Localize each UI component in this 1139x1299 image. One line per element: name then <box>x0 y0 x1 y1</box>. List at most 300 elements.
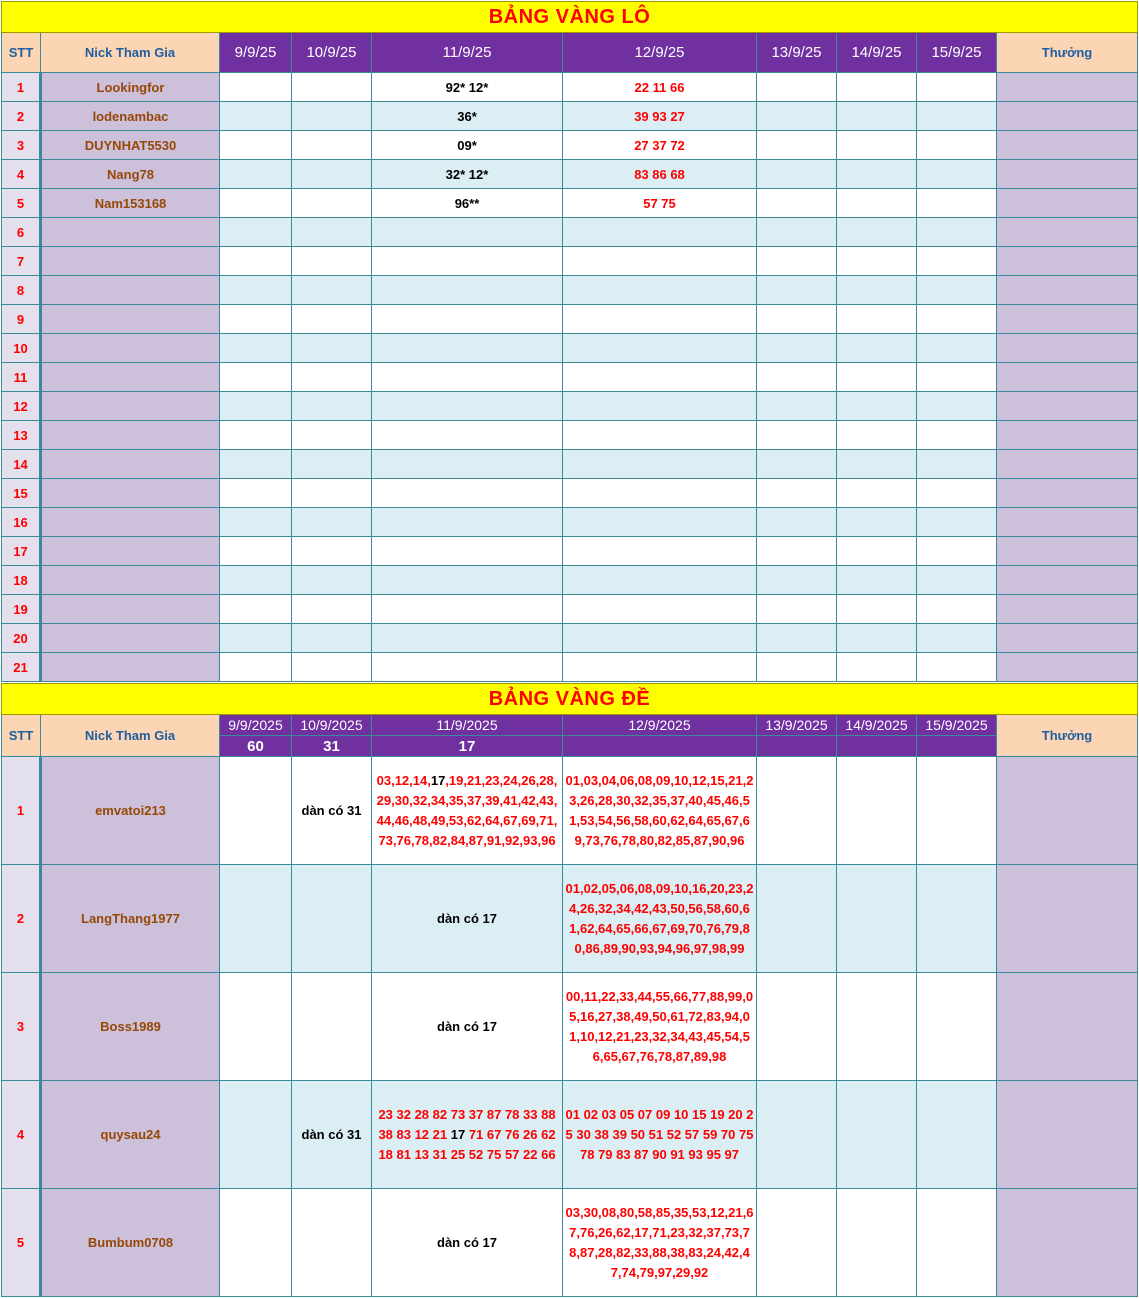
de-cell-d12: 00,11,22,33,44,55,66,77,88,99,05,16,27,38,49,50,61,72,83,94,01,10,12,21,23,32,34,43,45,54,56,65,67,76,78,87,89,98 <box>563 973 757 1081</box>
de-cell-d9 <box>220 973 292 1081</box>
de-cell-d9 <box>220 757 292 865</box>
lo-header-nick: Nick Tham Gia <box>41 33 220 73</box>
lo-cell-d13 <box>757 102 837 131</box>
de-reward <box>997 1081 1138 1189</box>
lo-cell-d13 <box>757 624 837 653</box>
lo-stt: 10 <box>2 334 41 363</box>
lo-cell-d9 <box>220 421 292 450</box>
de-cell-d10 <box>292 1189 372 1297</box>
lo-cell-d11 <box>372 566 563 595</box>
lo-cell-d13 <box>757 479 837 508</box>
lo-cell-d11: 32* 12* <box>372 160 563 189</box>
lo-cell-d15 <box>917 450 997 479</box>
lo-cell-d15 <box>917 305 997 334</box>
lo-table-row <box>2 73 1138 102</box>
lo-header-date: 10/9/25 <box>292 33 372 73</box>
lo-table-row <box>2 363 1138 392</box>
lo-nick: Nang78 <box>41 160 220 189</box>
de-cell-d12: 03,30,08,80,58,85,35,53,12,21,67,76,26,62,17,71,23,32,37,73,78,87,28,82,33,88,38,83,24,42,47,74,79,97,29,92 <box>563 1189 757 1297</box>
lo-cell-d14 <box>837 595 917 624</box>
lo-nick <box>41 566 220 595</box>
de-numbers: ,19,21,23,24,26,28,29,30,32,34,35,37,39,41,42,43,44,46,48,49,53,62,64,67,69,71,73,76,78,82,84,87,91,92,93,96 <box>376 772 558 848</box>
de-cell-d11 <box>372 1081 563 1189</box>
lo-cell-d15 <box>917 363 997 392</box>
de-table-row <box>2 1189 1138 1297</box>
lo-cell-d13 <box>757 421 837 450</box>
lo-header-reward: Thưởng <box>997 33 1138 73</box>
de-cell-d14 <box>837 757 917 865</box>
lo-nick <box>41 450 220 479</box>
lo-header-date: 13/9/25 <box>757 33 837 73</box>
lo-cell-d14 <box>837 276 917 305</box>
de-stt: 3 <box>2 973 41 1081</box>
de-cell-d15 <box>917 973 997 1081</box>
de-table <box>1 683 1138 1297</box>
lo-cell-d12 <box>563 421 757 450</box>
lo-cell-d14 <box>837 508 917 537</box>
lo-cell-d14 <box>837 334 917 363</box>
lo-cell-d10 <box>292 595 372 624</box>
lo-cell-d14 <box>837 479 917 508</box>
lo-reward <box>997 508 1138 537</box>
lo-reward <box>997 334 1138 363</box>
de-nick: quysau24 <box>41 1081 220 1189</box>
lo-stt: 5 <box>2 189 41 218</box>
de-cell-d13 <box>757 757 837 865</box>
lo-reward <box>997 102 1138 131</box>
de-nick: Boss1989 <box>41 973 220 1081</box>
de-result: 60 <box>220 736 292 757</box>
lo-cell-d14 <box>837 450 917 479</box>
de-cell-d13 <box>757 865 837 973</box>
lo-cell-d9 <box>220 450 292 479</box>
lo-table-row <box>2 334 1138 363</box>
lo-cell-d10 <box>292 421 372 450</box>
lo-cell-d15 <box>917 189 997 218</box>
de-cell-d11: dàn có 17 <box>372 973 563 1081</box>
lo-cell-d13 <box>757 537 837 566</box>
lo-cell-d14 <box>837 247 917 276</box>
lo-cell-d15 <box>917 160 997 189</box>
lo-stt: 20 <box>2 624 41 653</box>
lo-cell-d9 <box>220 131 292 160</box>
lo-title: BẢNG VÀNG LÔ <box>2 2 1138 33</box>
lo-stt: 19 <box>2 595 41 624</box>
lo-cell-d13 <box>757 595 837 624</box>
lo-table-row <box>2 160 1138 189</box>
lo-cell-d11 <box>372 218 563 247</box>
de-result-empty <box>837 736 917 757</box>
lo-cell-d15 <box>917 624 997 653</box>
lo-cell-d9 <box>220 624 292 653</box>
lo-nick: DUYNHAT5530 <box>41 131 220 160</box>
lo-cell-d11 <box>372 392 563 421</box>
lo-cell-d12 <box>563 508 757 537</box>
de-cell-d10 <box>292 973 372 1081</box>
lo-reward <box>997 566 1138 595</box>
de-nick: emvatoi213 <box>41 757 220 865</box>
lo-reward <box>997 276 1138 305</box>
lo-cell-d9 <box>220 508 292 537</box>
lo-cell-d11 <box>372 537 563 566</box>
lo-stt: 16 <box>2 508 41 537</box>
lo-cell-d9 <box>220 363 292 392</box>
de-header-date: 14/9/2025 <box>837 715 917 736</box>
lo-table-row <box>2 247 1138 276</box>
lo-cell-d12 <box>563 334 757 363</box>
lo-cell-d10 <box>292 566 372 595</box>
de-cell-d13 <box>757 973 837 1081</box>
de-cell-d9 <box>220 865 292 973</box>
de-header-date: 10/9/2025 <box>292 715 372 736</box>
lo-cell-d15 <box>917 653 997 682</box>
lo-cell-d14 <box>837 305 917 334</box>
de-numbers: 23 32 28 82 73 37 87 78 33 88 38 83 12 21 <box>378 1106 556 1142</box>
lo-stt: 1 <box>2 73 41 102</box>
de-result: 31 <box>292 736 372 757</box>
lo-cell-d11 <box>372 653 563 682</box>
lo-stt: 2 <box>2 102 41 131</box>
de-header-date: 12/9/2025 <box>563 715 757 736</box>
lo-nick <box>41 624 220 653</box>
lo-cell-d15 <box>917 595 997 624</box>
lo-cell-d13 <box>757 566 837 595</box>
lo-table-row <box>2 566 1138 595</box>
de-cell-d12: 01,03,04,06,08,09,10,12,15,21,23,26,28,30,32,35,37,40,45,46,51,53,54,56,58,60,62,64,65,67,69,73,76,78,80,82,85,87,90,96 <box>563 757 757 865</box>
de-cell-d13 <box>757 1189 837 1297</box>
lo-cell-d10 <box>292 624 372 653</box>
de-reward <box>997 1189 1138 1297</box>
lo-reward <box>997 479 1138 508</box>
lo-cell-d11: 96** <box>372 189 563 218</box>
lo-cell-d13 <box>757 392 837 421</box>
lo-stt: 13 <box>2 421 41 450</box>
lo-header-date: 9/9/25 <box>220 33 292 73</box>
lo-cell-d14 <box>837 160 917 189</box>
de-cell-d11: dàn có 17 <box>372 865 563 973</box>
lo-stt: 14 <box>2 450 41 479</box>
lo-nick <box>41 421 220 450</box>
de-rows <box>2 757 1138 1297</box>
lo-cell-d14 <box>837 653 917 682</box>
lo-table-row <box>2 131 1138 160</box>
de-header-stt: STT <box>2 715 41 757</box>
lo-cell-d14 <box>837 537 917 566</box>
de-header-reward: Thưởng <box>997 715 1138 757</box>
lo-stt: 18 <box>2 566 41 595</box>
lo-nick <box>41 247 220 276</box>
lo-cell-d12 <box>563 305 757 334</box>
lo-cell-d14 <box>837 73 917 102</box>
lo-cell-d9 <box>220 653 292 682</box>
lo-cell-d10 <box>292 392 372 421</box>
lo-cell-d12 <box>563 392 757 421</box>
lo-cell-d15 <box>917 276 997 305</box>
lo-stt: 3 <box>2 131 41 160</box>
lo-table-row <box>2 537 1138 566</box>
lo-cell-d10 <box>292 537 372 566</box>
lo-cell-d13 <box>757 305 837 334</box>
lo-cell-d12 <box>563 537 757 566</box>
de-result-empty <box>563 736 757 757</box>
lo-cell-d10 <box>292 305 372 334</box>
lo-cell-d14 <box>837 218 917 247</box>
lo-header-date: 11/9/25 <box>372 33 563 73</box>
lo-nick <box>41 537 220 566</box>
lo-cell-d14 <box>837 363 917 392</box>
de-table-row <box>2 865 1138 973</box>
lo-cell-d10 <box>292 334 372 363</box>
lo-cell-d15 <box>917 131 997 160</box>
lo-cell-d10 <box>292 653 372 682</box>
de-reward <box>997 757 1138 865</box>
lo-nick <box>41 508 220 537</box>
lo-nick <box>41 218 220 247</box>
lo-cell-d11 <box>372 305 563 334</box>
lo-cell-d9 <box>220 479 292 508</box>
lo-cell-d13 <box>757 334 837 363</box>
lo-table-row <box>2 276 1138 305</box>
lo-table <box>1 1 1138 682</box>
lo-cell-d13 <box>757 73 837 102</box>
de-cell-d9 <box>220 1189 292 1297</box>
lo-cell-d10 <box>292 479 372 508</box>
de-cell-d9 <box>220 1081 292 1189</box>
lo-rows <box>2 73 1138 682</box>
lo-header-date: 12/9/25 <box>563 33 757 73</box>
de-cell-d15 <box>917 1081 997 1189</box>
lo-table-row <box>2 102 1138 131</box>
lo-cell-d11 <box>372 624 563 653</box>
lo-cell-d12 <box>563 653 757 682</box>
lo-cell-d15 <box>917 479 997 508</box>
lo-table-row <box>2 479 1138 508</box>
lo-stt: 6 <box>2 218 41 247</box>
lo-reward <box>997 160 1138 189</box>
lo-cell-d10 <box>292 508 372 537</box>
lo-cell-d10 <box>292 189 372 218</box>
lo-cell-d15 <box>917 102 997 131</box>
de-stt: 2 <box>2 865 41 973</box>
lo-table-row <box>2 595 1138 624</box>
lo-table-row <box>2 450 1138 479</box>
lo-cell-d12: 57 75 <box>563 189 757 218</box>
lo-cell-d12 <box>563 566 757 595</box>
de-cell-d15 <box>917 757 997 865</box>
de-nick: Bumbum0708 <box>41 1189 220 1297</box>
lo-stt: 11 <box>2 363 41 392</box>
lo-cell-d13 <box>757 189 837 218</box>
lo-reward <box>997 595 1138 624</box>
lo-cell-d13 <box>757 450 837 479</box>
lo-cell-d15 <box>917 218 997 247</box>
lo-cell-d15 <box>917 392 997 421</box>
lo-cell-d12: 22 11 66 <box>563 73 757 102</box>
lo-reward <box>997 421 1138 450</box>
lo-nick: lodenambac <box>41 102 220 131</box>
lo-table-row <box>2 218 1138 247</box>
de-reward <box>997 973 1138 1081</box>
lo-table-row <box>2 392 1138 421</box>
lo-cell-d12 <box>563 363 757 392</box>
lo-cell-d11 <box>372 508 563 537</box>
de-cell-d12: 01 02 03 05 07 09 10 15 19 20 25 30 38 39 50 51 52 57 59 70 75 78 79 83 87 90 91 93 95 97 <box>563 1081 757 1189</box>
lo-cell-d13 <box>757 653 837 682</box>
lo-stt: 4 <box>2 160 41 189</box>
lo-cell-d10 <box>292 131 372 160</box>
lo-cell-d9 <box>220 305 292 334</box>
lo-nick <box>41 363 220 392</box>
de-header-nick: Nick Tham Gia <box>41 715 220 757</box>
de-cell-d15 <box>917 1189 997 1297</box>
lo-cell-d11 <box>372 334 563 363</box>
lo-cell-d9 <box>220 189 292 218</box>
lo-table-row <box>2 624 1138 653</box>
lo-reward <box>997 247 1138 276</box>
lo-cell-d14 <box>837 392 917 421</box>
de-result-empty <box>757 736 837 757</box>
de-result-empty <box>917 736 997 757</box>
lo-cell-d12 <box>563 276 757 305</box>
lo-nick <box>41 276 220 305</box>
lo-table-row <box>2 305 1138 334</box>
lo-cell-d9 <box>220 73 292 102</box>
lo-cell-d13 <box>757 160 837 189</box>
lo-cell-d12: 27 37 72 <box>563 131 757 160</box>
lo-cell-d14 <box>837 624 917 653</box>
lo-cell-d13 <box>757 131 837 160</box>
lo-cell-d10 <box>292 450 372 479</box>
lo-cell-d13 <box>757 247 837 276</box>
lo-nick: Nam153168 <box>41 189 220 218</box>
lo-cell-d15 <box>917 566 997 595</box>
de-hit-number: 17 <box>430 772 446 788</box>
lo-cell-d15 <box>917 73 997 102</box>
lo-cell-d10 <box>292 73 372 102</box>
de-stt: 1 <box>2 757 41 865</box>
lo-nick <box>41 653 220 682</box>
lo-nick <box>41 595 220 624</box>
lo-cell-d9 <box>220 102 292 131</box>
de-cell-d10: dàn có 31 <box>292 757 372 865</box>
de-hit-number: 17 <box>450 1126 466 1142</box>
lo-cell-d14 <box>837 421 917 450</box>
lo-cell-d9 <box>220 276 292 305</box>
lo-nick <box>41 334 220 363</box>
de-table-row <box>2 973 1138 1081</box>
de-cell-d11 <box>372 757 563 865</box>
lo-stt: 7 <box>2 247 41 276</box>
lo-cell-d14 <box>837 102 917 131</box>
lo-cell-d12: 83 86 68 <box>563 160 757 189</box>
lo-cell-d14 <box>837 566 917 595</box>
lo-cell-d9 <box>220 218 292 247</box>
lo-cell-d10 <box>292 276 372 305</box>
lo-cell-d13 <box>757 276 837 305</box>
de-cell-d10 <box>292 865 372 973</box>
lo-cell-d11 <box>372 247 563 276</box>
de-header-date: 13/9/2025 <box>757 715 837 736</box>
de-cell-d14 <box>837 865 917 973</box>
lo-reward <box>997 363 1138 392</box>
lo-cell-d9 <box>220 566 292 595</box>
lo-stt: 21 <box>2 653 41 682</box>
lo-cell-d12 <box>563 247 757 276</box>
lo-table-row <box>2 653 1138 682</box>
lo-cell-d13 <box>757 363 837 392</box>
lo-cell-d11 <box>372 595 563 624</box>
lo-table-row <box>2 508 1138 537</box>
lo-cell-d12 <box>563 450 757 479</box>
lo-reward <box>997 624 1138 653</box>
lo-reward <box>997 653 1138 682</box>
lo-cell-d15 <box>917 334 997 363</box>
de-header-date: 15/9/2025 <box>917 715 997 736</box>
lo-cell-d15 <box>917 247 997 276</box>
de-result: 17 <box>372 736 563 757</box>
de-header-date: 9/9/2025 <box>220 715 292 736</box>
lo-cell-d9 <box>220 160 292 189</box>
lo-cell-d11 <box>372 363 563 392</box>
de-reward <box>997 865 1138 973</box>
lo-table-row <box>2 421 1138 450</box>
lo-cell-d9 <box>220 595 292 624</box>
de-title: BẢNG VÀNG ĐỀ <box>2 684 1138 715</box>
de-stt: 4 <box>2 1081 41 1189</box>
lo-cell-d15 <box>917 421 997 450</box>
de-cell-d13 <box>757 1081 837 1189</box>
de-table-row <box>2 757 1138 865</box>
de-cell-d15 <box>917 865 997 973</box>
de-cell-d12: 01,02,05,06,08,09,10,16,20,23,24,26,32,34,42,43,50,56,58,60,61,62,64,65,66,67,69,70,76,79,80,86,89,90,93,94,96,97,98,99 <box>563 865 757 973</box>
lo-cell-d14 <box>837 131 917 160</box>
de-cell-d10: dàn có 31 <box>292 1081 372 1189</box>
lo-cell-d9 <box>220 392 292 421</box>
lo-cell-d10 <box>292 160 372 189</box>
lo-cell-d12 <box>563 479 757 508</box>
lo-cell-d9 <box>220 247 292 276</box>
de-cell-d14 <box>837 973 917 1081</box>
lo-header-date: 14/9/25 <box>837 33 917 73</box>
lo-reward <box>997 537 1138 566</box>
de-cell-d14 <box>837 1081 917 1189</box>
lo-cell-d9 <box>220 334 292 363</box>
lo-reward <box>997 305 1138 334</box>
lo-cell-d10 <box>292 363 372 392</box>
lo-nick: Lookingfor <box>41 73 220 102</box>
lo-cell-d10 <box>292 102 372 131</box>
de-header-date: 11/9/2025 <box>372 715 563 736</box>
de-numbers: 71 67 76 26 62 18 81 13 31 25 52 75 57 22 66 <box>378 1126 556 1162</box>
de-stt: 5 <box>2 1189 41 1297</box>
lo-cell-d11: 09* <box>372 131 563 160</box>
lo-cell-d11 <box>372 450 563 479</box>
lo-header-date: 15/9/25 <box>917 33 997 73</box>
lo-reward <box>997 73 1138 102</box>
lo-reward <box>997 392 1138 421</box>
de-cell-d14 <box>837 1189 917 1297</box>
lo-cell-d11 <box>372 276 563 305</box>
lo-cell-d10 <box>292 218 372 247</box>
de-cell-d11: dàn có 17 <box>372 1189 563 1297</box>
de-nick: LangThang1977 <box>41 865 220 973</box>
lo-stt: 17 <box>2 537 41 566</box>
lo-cell-d12 <box>563 595 757 624</box>
lo-cell-d11 <box>372 421 563 450</box>
lo-cell-d11 <box>372 479 563 508</box>
lo-stt: 9 <box>2 305 41 334</box>
lo-stt: 8 <box>2 276 41 305</box>
